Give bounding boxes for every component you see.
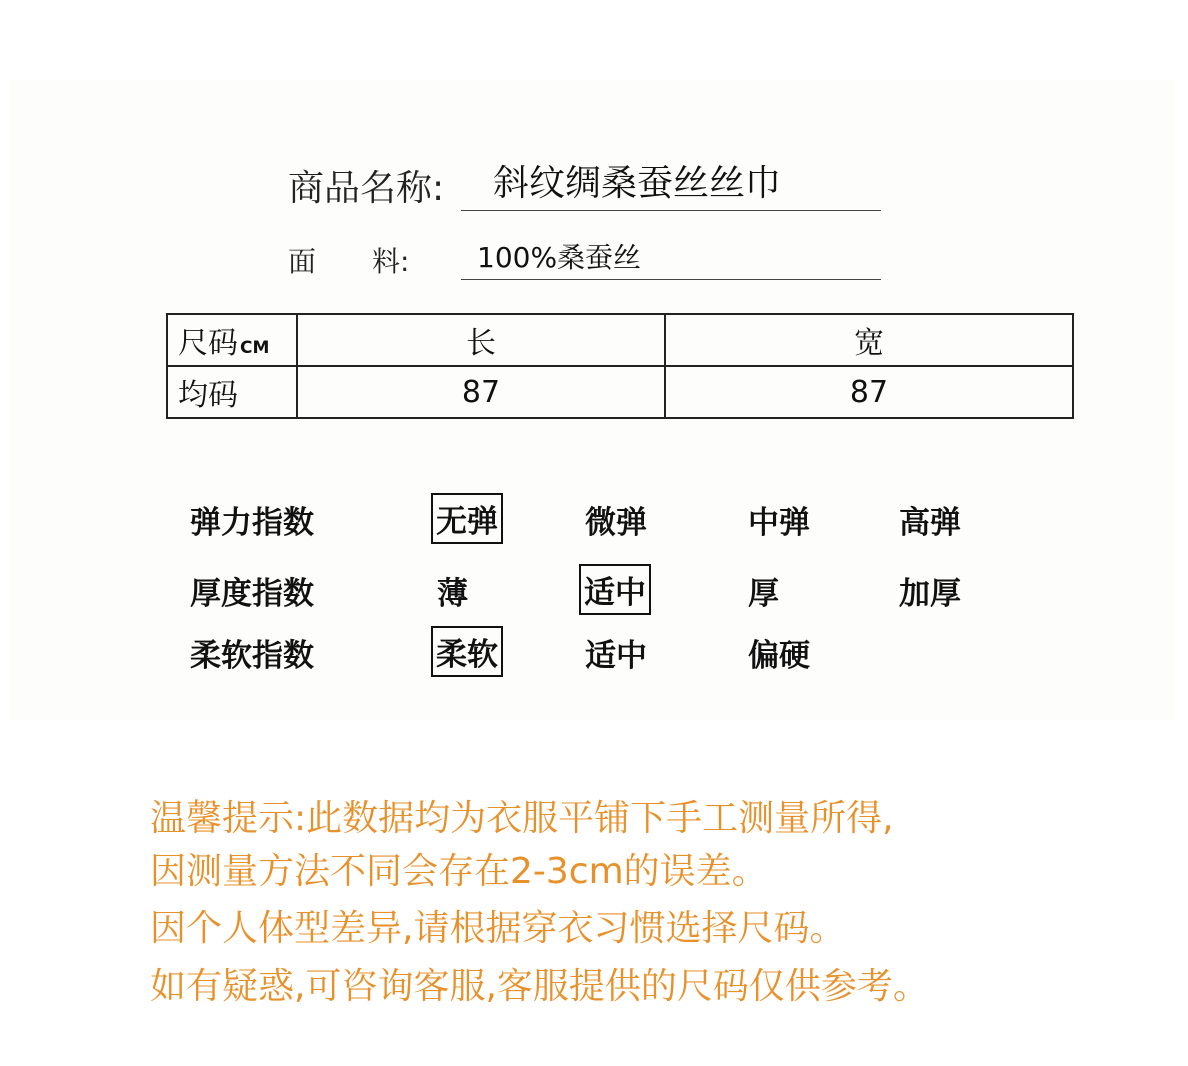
note-line: 如有疑惑,可咨询客服,客服提供的尺码仅供参考。 [150,966,929,1007]
note-line: 温馨提示:此数据均为衣服平铺下手工测量所得, [150,798,894,839]
product-name-row [288,160,782,211]
product-name-value: 斜纹绸桑蚕丝丝巾 [493,163,782,204]
thickness-option: 厚 [748,576,779,612]
thickness-option: 薄 [437,576,468,612]
fabric-underline [461,243,881,280]
fabric-row [288,240,642,280]
fabric-label: 面 料: [288,245,410,278]
softness-label: 柔软指数 [190,638,314,674]
product-name-underline [461,158,881,211]
thickness-option-selected: 适中 [581,566,649,613]
size-header-label: 尺码 [178,326,238,361]
length-cell: 87 [297,366,665,418]
note-line: 因测量方法不同会存在2-3cm的误差。 [150,851,768,892]
thickness-option: 加厚 [899,576,961,612]
product-name-label: 商品名称: [288,168,445,209]
table-row [167,366,1073,418]
size-header-cell [167,314,297,366]
fabric-value: 100%桑蚕丝 [477,241,642,274]
elasticity-option-selected: 无弹 [433,495,501,542]
thickness-label: 厚度指数 [190,576,314,612]
softness-option-selected: 柔软 [433,628,501,675]
size-unit: CM [240,338,270,358]
length-header-cell: 长 [297,314,665,366]
width-cell: 87 [665,366,1073,418]
elasticity-label: 弹力指数 [190,505,314,541]
softness-option: 偏硬 [748,638,810,674]
elasticity-option: 微弹 [585,505,647,541]
size-table [166,313,1074,419]
elasticity-option: 中弹 [748,505,810,541]
size-cell: 均码 [167,366,297,418]
size-table-header-row [167,314,1073,366]
note-line: 因个人体型差异,请根据穿衣习惯选择尺码。 [150,908,846,949]
softness-option: 适中 [585,638,647,674]
width-header-cell: 宽 [665,314,1073,366]
elasticity-option: 高弹 [899,505,961,541]
